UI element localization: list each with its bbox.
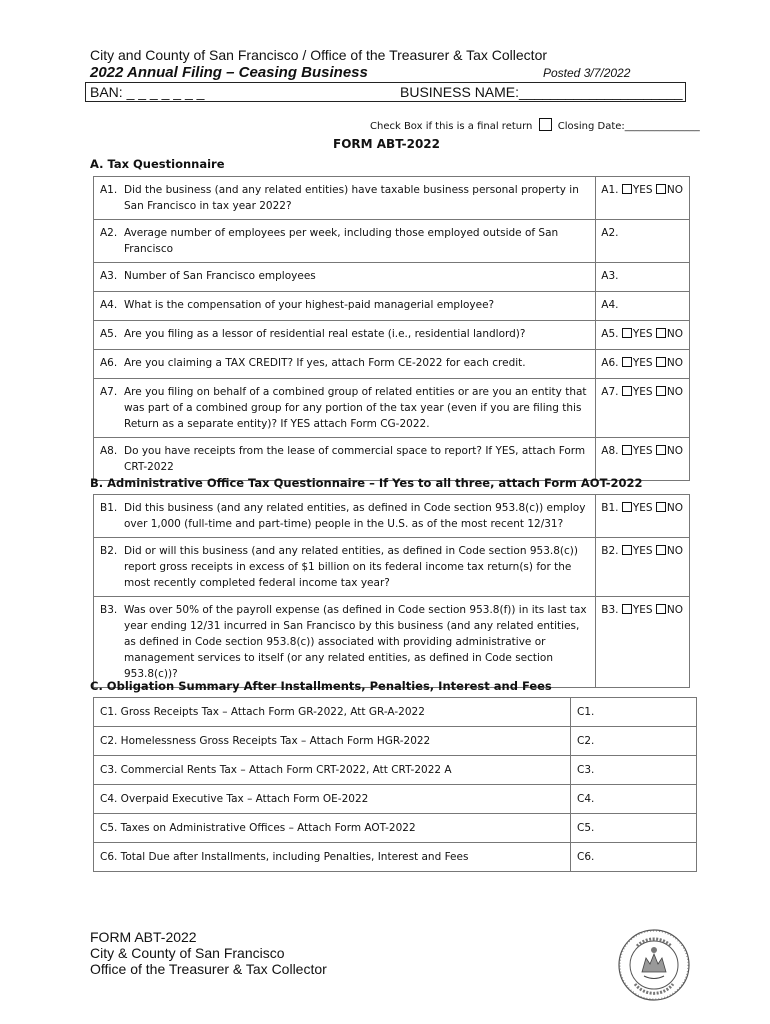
no-label: NO	[666, 445, 683, 457]
obligation-amount-field[interactable]: C5.	[571, 814, 697, 843]
question-number: B3.	[94, 597, 121, 688]
business-name-field[interactable]: BUSINESS NAME:_____________________	[400, 84, 683, 100]
question-text: Did this business (and any related entities, as defined in Code section 953.8(c)) employ over 1,000 (full-time and part-time) people in the U.S. as of the most recent 12/31?	[120, 495, 596, 538]
question-row	[94, 438, 690, 481]
obligation-row	[94, 727, 697, 756]
question-text: Do you have receipts from the lease of commercial space to report? If YES, attach Form CRT-2022	[120, 438, 596, 481]
question-number: A3.	[94, 263, 121, 292]
obligation-row	[94, 814, 697, 843]
answer-cell[interactable]	[596, 597, 690, 688]
yes-checkbox[interactable]	[622, 328, 632, 338]
question-text: Was over 50% of the payroll expense (as defined in Code section 953.8(f)) in its last tax year ending 12/31 incurred in San Francisco by this business (and any related entities, as defined in Code section 953.8(c)) associated with providing administrative or management services to itself (or any related entities, as defined in Code section 953.8(c))?	[120, 597, 596, 688]
obligation-label: C6. Total Due after Installments, including Penalties, Interest and Fees	[94, 843, 571, 872]
answer-label: A8.	[601, 445, 619, 457]
answer-cell[interactable]	[596, 379, 690, 438]
yes-label: YES	[632, 445, 653, 457]
question-text: Did the business (and any related entities) have taxable business personal property in San Francisco in tax year 2022?	[120, 177, 596, 220]
no-label: NO	[666, 328, 683, 340]
question-text: Are you filing on behalf of a combined group of related entities or are you an entity that was part of a combined group for any portion of the tax year (even if you are filing this Return as a separate entity)? If YES attach Form CG-2022.	[120, 379, 596, 438]
question-text: Number of San Francisco employees	[120, 263, 596, 292]
question-row	[94, 220, 690, 263]
obligation-label: C5. Taxes on Administrative Offices – Attach Form AOT-2022	[94, 814, 571, 843]
yes-label: YES	[632, 604, 653, 616]
answer-label: A2.	[601, 227, 619, 239]
posted-date: Posted 3/7/2022	[543, 66, 631, 80]
answer-label: B3.	[601, 604, 619, 616]
question-text: Are you claiming a TAX CREDIT? If yes, attach Form CE-2022 for each credit.	[120, 350, 596, 379]
no-checkbox[interactable]	[656, 357, 666, 367]
question-number: B1.	[94, 495, 121, 538]
footer-city: City & County of San Francisco	[90, 945, 285, 961]
no-label: NO	[666, 545, 683, 557]
no-label: NO	[666, 604, 683, 616]
closing-date-field[interactable]: Closing Date:_______________	[557, 121, 700, 132]
question-row	[94, 379, 690, 438]
question-number: B2.	[94, 538, 121, 597]
no-checkbox[interactable]	[656, 445, 666, 455]
answer-label: A5.	[601, 328, 619, 340]
yes-label: YES	[632, 184, 653, 196]
question-row	[94, 538, 690, 597]
no-checkbox[interactable]	[656, 502, 666, 512]
obligation-label: C3. Commercial Rents Tax – Attach Form CRT-2022, Att CRT-2022 A	[94, 756, 571, 785]
question-text: Are you filing as a lessor of residential real estate (i.e., residential landlord)?	[120, 321, 596, 350]
footer	[90, 929, 327, 977]
answer-cell[interactable]	[596, 350, 690, 379]
yes-checkbox[interactable]	[622, 545, 632, 555]
answer-label: B1.	[601, 502, 619, 514]
question-row	[94, 495, 690, 538]
obligation-label: C4. Overpaid Executive Tax – Attach Form OE-2022	[94, 785, 571, 814]
answer-cell[interactable]	[596, 321, 690, 350]
obligation-row	[94, 698, 697, 727]
no-label: NO	[666, 386, 683, 398]
section-b-title: B. Administrative Office Tax Questionnaire – If Yes to all three, attach Form AOT-2022	[90, 476, 643, 490]
no-label: NO	[666, 357, 683, 369]
answer-cell[interactable]	[596, 263, 690, 292]
ban-field[interactable]: BAN: _ _ _ _ _ _ _	[90, 84, 205, 100]
question-number: A4.	[94, 292, 121, 321]
yes-checkbox[interactable]	[622, 386, 632, 396]
no-checkbox[interactable]	[656, 328, 666, 338]
yes-checkbox[interactable]	[622, 184, 632, 194]
answer-label: A6.	[601, 357, 619, 369]
footer-form-id: FORM ABT-2022	[90, 929, 197, 945]
answer-label: A1.	[601, 184, 619, 196]
final-return-label: Check Box if this is a final return	[370, 121, 533, 132]
obligation-amount-field[interactable]: C4.	[571, 785, 697, 814]
question-number: A6.	[94, 350, 121, 379]
section-b-table	[93, 494, 690, 688]
no-checkbox[interactable]	[656, 604, 666, 614]
question-number: A8.	[94, 438, 121, 481]
answer-cell[interactable]	[596, 538, 690, 597]
question-row	[94, 263, 690, 292]
yes-label: YES	[632, 357, 653, 369]
question-text: What is the compensation of your highest-paid managerial employee?	[120, 292, 596, 321]
section-c-table	[93, 697, 697, 872]
section-a-table	[93, 176, 690, 481]
answer-cell[interactable]	[596, 292, 690, 321]
obligation-row	[94, 756, 697, 785]
section-c-title: C. Obligation Summary After Installments, Penalties, Interest and Fees	[90, 679, 552, 693]
obligation-amount-field[interactable]: C1.	[571, 698, 697, 727]
answer-cell[interactable]	[596, 220, 690, 263]
question-row	[94, 321, 690, 350]
obligation-amount-field[interactable]: C3.	[571, 756, 697, 785]
no-label: NO	[666, 184, 683, 196]
yes-label: YES	[632, 328, 653, 340]
yes-checkbox[interactable]	[622, 445, 632, 455]
question-row	[94, 350, 690, 379]
city-seal-icon	[617, 928, 691, 1002]
obligation-amount-field[interactable]: C6.	[571, 843, 697, 872]
yes-checkbox[interactable]	[622, 502, 632, 512]
answer-cell[interactable]	[596, 177, 690, 220]
yes-label: YES	[632, 386, 653, 398]
question-row	[94, 292, 690, 321]
question-text: Average number of employees per week, including those employed outside of San Francisco	[120, 220, 596, 263]
question-row	[94, 177, 690, 220]
answer-label: B2.	[601, 545, 619, 557]
no-checkbox[interactable]	[656, 545, 666, 555]
obligation-row	[94, 785, 697, 814]
yes-checkbox[interactable]	[622, 357, 632, 367]
answer-label: A7.	[601, 386, 619, 398]
question-row	[94, 597, 690, 688]
obligation-row	[94, 843, 697, 872]
filing-title: 2022 Annual Filing – Ceasing Business	[90, 64, 368, 81]
answer-label: A4.	[601, 299, 619, 311]
question-number: A2.	[94, 220, 121, 263]
yes-label: YES	[632, 502, 653, 514]
form-title: FORM ABT-2022	[333, 137, 440, 151]
answer-cell[interactable]	[596, 438, 690, 481]
agency-line: City and County of San Francisco / Office of the Treasurer & Tax Collector	[90, 47, 548, 63]
ban-business-name-box	[85, 82, 686, 102]
question-number: A5.	[94, 321, 121, 350]
no-checkbox[interactable]	[656, 184, 666, 194]
answer-cell[interactable]	[596, 495, 690, 538]
section-a-title: A. Tax Questionnaire	[90, 157, 225, 171]
obligation-amount-field[interactable]: C2.	[571, 727, 697, 756]
question-text: Did or will this business (and any related entities, as defined in Code section 953.8(c)) report gross receipts in excess of $1 billion on its federal income tax return(s) for the most recently completed federal income tax year?	[120, 538, 596, 597]
obligation-label: C1. Gross Receipts Tax – Attach Form GR-2022, Att GR-A-2022	[94, 698, 571, 727]
yes-label: YES	[632, 545, 653, 557]
obligation-label: C2. Homelessness Gross Receipts Tax – Attach Form HGR-2022	[94, 727, 571, 756]
question-number: A7.	[94, 379, 121, 438]
no-label: NO	[666, 502, 683, 514]
no-checkbox[interactable]	[656, 386, 666, 396]
yes-checkbox[interactable]	[622, 604, 632, 614]
final-return-row	[370, 118, 700, 132]
answer-label: A3.	[601, 270, 619, 282]
footer-office: Office of the Treasurer & Tax Collector	[90, 961, 327, 977]
final-return-checkbox[interactable]	[539, 118, 552, 131]
question-number: A1.	[94, 177, 121, 220]
